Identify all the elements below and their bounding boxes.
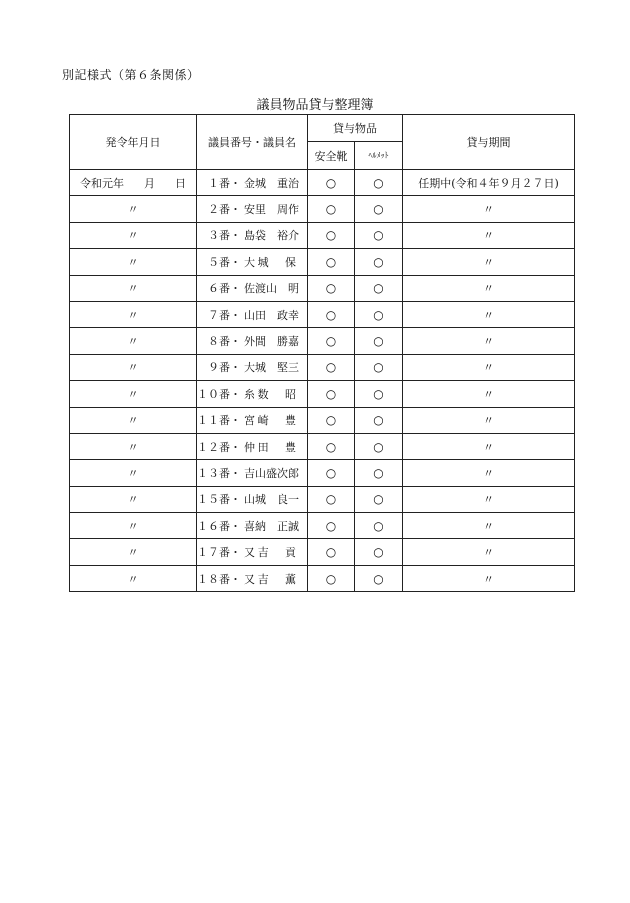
period-ditto: 〃 [403,460,575,486]
member-name: 佐渡山 明 [244,282,299,296]
member-cell [197,486,308,512]
table-row [70,328,575,354]
order-date-ditto: 〃 [70,328,197,354]
member-number: ２番・ [208,203,241,217]
member-name: 外間 勝嘉 [244,335,299,349]
order-date-cell [70,170,197,196]
table-row [70,249,575,275]
safety-shoes-mark: ○ [308,460,355,486]
member-number: ６番・ [208,282,241,296]
member-name: 又吉 貢 [244,546,296,560]
table-row [70,196,575,222]
member-name: 山田 政幸 [244,308,299,322]
table-row [70,354,575,380]
member-cell [197,301,308,327]
helmet-mark: ○ [355,513,403,539]
safety-shoes-mark: ○ [308,513,355,539]
safety-shoes-mark: ○ [308,381,355,407]
safety-shoes-mark: ○ [308,249,355,275]
member-number: １５番・ [197,493,241,507]
member-name: 喜納 正誠 [244,519,299,533]
table-row [70,513,575,539]
helmet-mark: ○ [355,539,403,565]
member-cell [197,222,308,248]
member-name: 又吉 薫 [244,572,296,586]
document-title: 議員物品貸与整理簿 [256,98,374,113]
order-date-ditto: 〃 [70,513,197,539]
safety-shoes-mark: ○ [308,407,355,433]
order-date-ditto: 〃 [70,275,197,301]
helmet-mark: ○ [355,196,403,222]
table-row [70,222,575,248]
helmet-mark: ○ [355,328,403,354]
safety-shoes-mark: ○ [308,275,355,301]
header-items-group: 貸与物品 [308,115,403,142]
order-date-ditto: 〃 [70,381,197,407]
loan-period: 任期中(令和４年９月２７日) [403,170,575,196]
period-ditto: 〃 [403,249,575,275]
order-date-ditto: 〃 [70,196,197,222]
table-row [70,275,575,301]
member-number: ５番・ [208,255,241,269]
order-date-ditto: 〃 [70,539,197,565]
member-name: 大城 保 [244,255,296,269]
safety-shoes-mark: ○ [308,301,355,327]
period-ditto: 〃 [403,354,575,380]
member-cell [197,513,308,539]
order-date-ditto: 〃 [70,222,197,248]
table-row [70,460,575,486]
safety-shoes-mark: ○ [308,222,355,248]
member-cell [197,407,308,433]
header-member: 議員番号・議員名 [197,115,308,170]
date-month: 月 [144,176,155,190]
member-number: １３番・ [197,466,241,480]
period-ditto: 〃 [403,328,575,354]
safety-shoes-mark: ○ [308,486,355,512]
member-name: 吉山盛次郎 [244,466,299,480]
helmet-mark: ○ [355,407,403,433]
order-date-ditto: 〃 [70,565,197,591]
header-period: 貸与期間 [403,115,575,170]
table-row [70,539,575,565]
safety-shoes-mark: ○ [308,354,355,380]
member-cell [197,460,308,486]
loan-register-table [69,114,575,592]
period-ditto: 〃 [403,565,575,591]
period-ditto: 〃 [403,433,575,459]
member-cell [197,565,308,591]
member-number: ３番・ [208,229,241,243]
member-number: １２番・ [197,440,241,454]
member-cell [197,539,308,565]
header-helmet: ﾍﾙﾒｯﾄ [355,142,403,170]
period-ditto: 〃 [403,196,575,222]
member-number: １０番・ [197,387,241,401]
table-row [70,407,575,433]
order-date-ditto: 〃 [70,486,197,512]
table-row [70,486,575,512]
member-cell [197,196,308,222]
member-name: 糸数 昭 [244,387,296,401]
member-name: 山城 良一 [244,493,299,507]
member-name: 大城 堅三 [244,361,299,375]
member-cell [197,275,308,301]
helmet-mark: ○ [355,275,403,301]
safety-shoes-mark: ○ [308,565,355,591]
helmet-mark: ○ [355,249,403,275]
member-number: １６番・ [197,519,241,533]
helmet-mark: ○ [355,381,403,407]
table-row [70,433,575,459]
member-cell [197,433,308,459]
member-number: １１番・ [197,414,241,428]
safety-shoes-mark: ○ [308,196,355,222]
period-ditto: 〃 [403,539,575,565]
table-row [70,565,575,591]
header-safety-shoes: 安全靴 [308,142,355,170]
order-date-ditto: 〃 [70,354,197,380]
helmet-mark: ○ [355,222,403,248]
order-date-ditto: 〃 [70,407,197,433]
period-ditto: 〃 [403,513,575,539]
member-number: ８番・ [208,335,241,349]
safety-shoes-mark: ○ [308,328,355,354]
order-date-ditto: 〃 [70,433,197,459]
order-date-ditto: 〃 [70,460,197,486]
member-number: １７番・ [197,546,241,560]
member-name: 安里 周作 [244,203,299,217]
member-cell [197,381,308,407]
table-row [70,170,575,196]
member-cell [197,328,308,354]
helmet-mark: ○ [355,354,403,380]
period-ditto: 〃 [403,301,575,327]
period-ditto: 〃 [403,275,575,301]
date-day: 日 [175,176,186,190]
member-cell [197,249,308,275]
member-number: １番・ [208,176,241,190]
helmet-mark: ○ [355,170,403,196]
helmet-mark: ○ [355,460,403,486]
order-date-ditto: 〃 [70,301,197,327]
form-label: 別記様式（第６条関係） [62,68,200,82]
member-cell [197,354,308,380]
member-name: 仲田 豊 [244,440,296,454]
safety-shoes-mark: ○ [308,539,355,565]
table-row [70,301,575,327]
period-ditto: 〃 [403,486,575,512]
header-order-date: 発令年月日 [70,115,197,170]
period-ditto: 〃 [403,381,575,407]
helmet-mark: ○ [355,301,403,327]
member-name: 金城 重治 [244,176,299,190]
member-number: １８番・ [197,572,241,586]
helmet-mark: ○ [355,565,403,591]
member-name: 宮崎 豊 [244,414,296,428]
table-row [70,381,575,407]
date-era: 令和元年 [80,176,124,190]
member-name: 島袋 裕介 [244,229,299,243]
member-number: ７番・ [208,308,241,322]
helmet-mark: ○ [355,486,403,512]
order-date-ditto: 〃 [70,249,197,275]
period-ditto: 〃 [403,222,575,248]
safety-shoes-mark: ○ [308,170,355,196]
period-ditto: 〃 [403,407,575,433]
member-number: ９番・ [208,361,241,375]
helmet-mark: ○ [355,433,403,459]
member-cell [197,170,308,196]
safety-shoes-mark: ○ [308,433,355,459]
